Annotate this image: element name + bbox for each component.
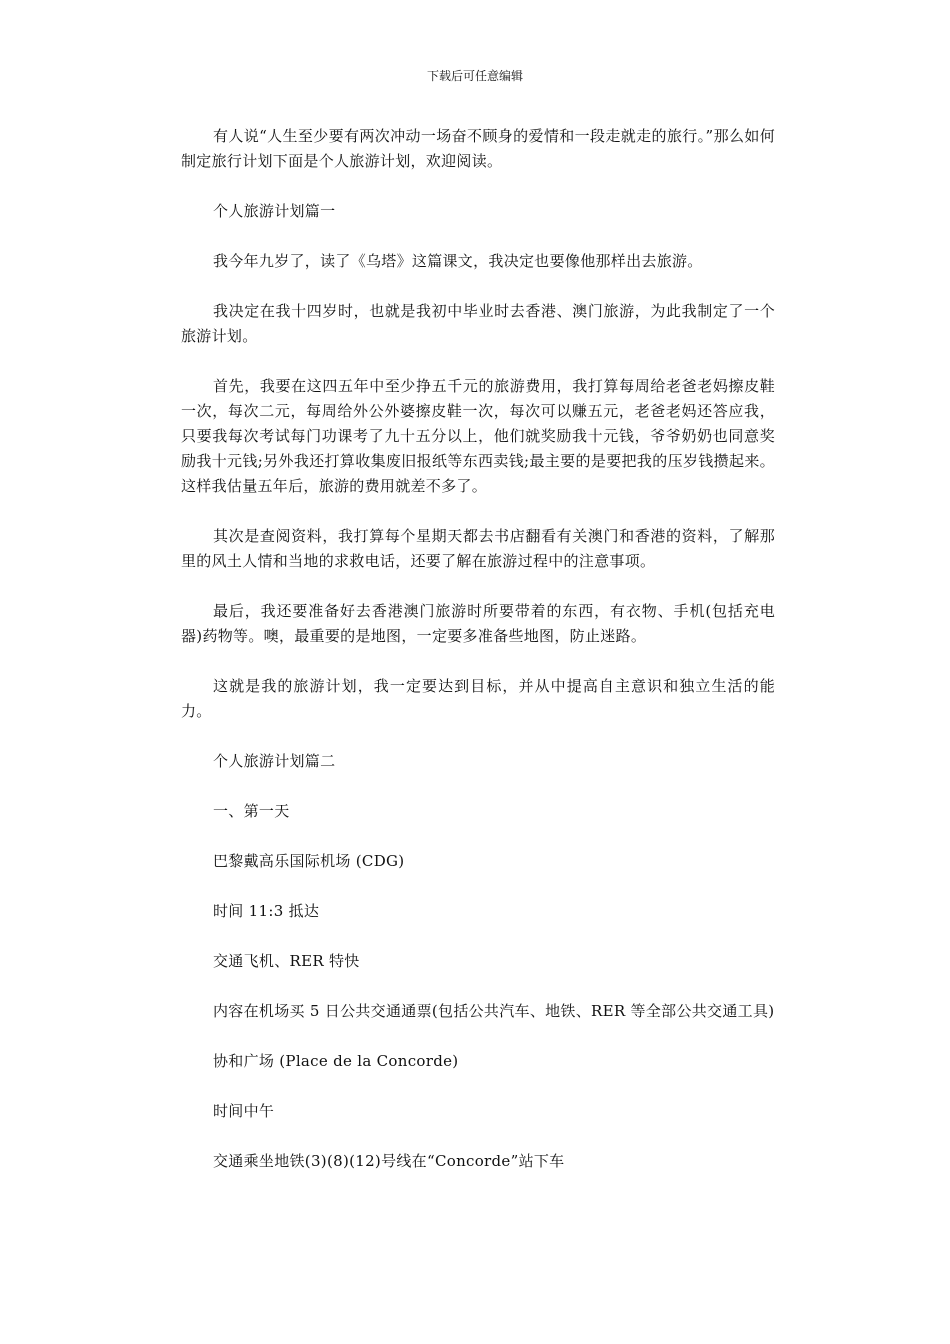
time-detail: 时间 11:3 抵达	[213, 902, 320, 920]
paragraph: 这就是我的旅游计划，我一定要达到目标，并从中提高自主意识和独立生活的能力。	[181, 677, 775, 720]
section-heading-plan-two: 个人旅游计划篇二	[213, 752, 336, 770]
page-header: 下载后可任意编辑	[426, 69, 523, 83]
paragraph: 我决定在我十四岁时，也就是我初中毕业时去香港、澳门旅游，为此我制定了一个旅游计划。	[181, 302, 775, 345]
location-name: 协和广场 (Place de la Concorde)	[213, 1052, 459, 1070]
transport-detail: 交通乘坐地铁(3)(8)(12)号线在“Concorde”站下车	[213, 1152, 565, 1170]
paragraph: 其次是查阅资料，我打算每个星期天都去书店翻看有关澳门和香港的资料，了解那里的风土人情和当地的求救电话，还要了解在旅游过程中的注意事项。	[181, 527, 775, 570]
intro-paragraph: 有人说“人生至少要有两次冲动一场奋不顾身的爱情和一段走就走的旅行。”那么如何制定旅行计划下面是个人旅游计划，欢迎阅读。	[181, 127, 775, 170]
day-heading: 一、第一天	[213, 802, 290, 820]
paragraph: 我今年九岁了，读了《乌塔》这篇课文，我决定也要像他那样出去旅游。	[213, 252, 703, 270]
time-detail: 时间中午	[213, 1102, 275, 1120]
location-name: 巴黎戴高乐国际机场 (CDG)	[213, 852, 405, 870]
document-body	[181, 124, 775, 1199]
section-heading-plan-one: 个人旅游计划篇一	[213, 202, 336, 220]
transport-detail: 交通飞机、RER 特快	[213, 952, 360, 970]
paragraph: 最后，我还要准备好去香港澳门旅游时所要带着的东西，有衣物、手机(包括充电器)药物等。噢，最重要的是地图，一定要多准备些地图，防止迷路。	[181, 602, 775, 645]
content-detail: 内容在机场买 5 日公共交通通票(包括公共汽车、地铁、RER 等全部公共交通工具)	[213, 1002, 775, 1020]
paragraph: 首先，我要在这四五年中至少挣五千元的旅游费用，我打算每周给老爸老妈擦皮鞋一次，每次二元，每周给外公外婆擦皮鞋一次，每次可以赚五元，老爸老妈还答应我，只要我每次考试每门功课考了九十五分以上，他们就奖励我十元钱，爷爷奶奶也同意奖励我十元钱;另外我还打算收集废旧报纸等东西卖钱;最主要的是要把我的压岁钱攒起来。这样我估量五年后，旅游的费用就差不多了。	[181, 377, 775, 495]
